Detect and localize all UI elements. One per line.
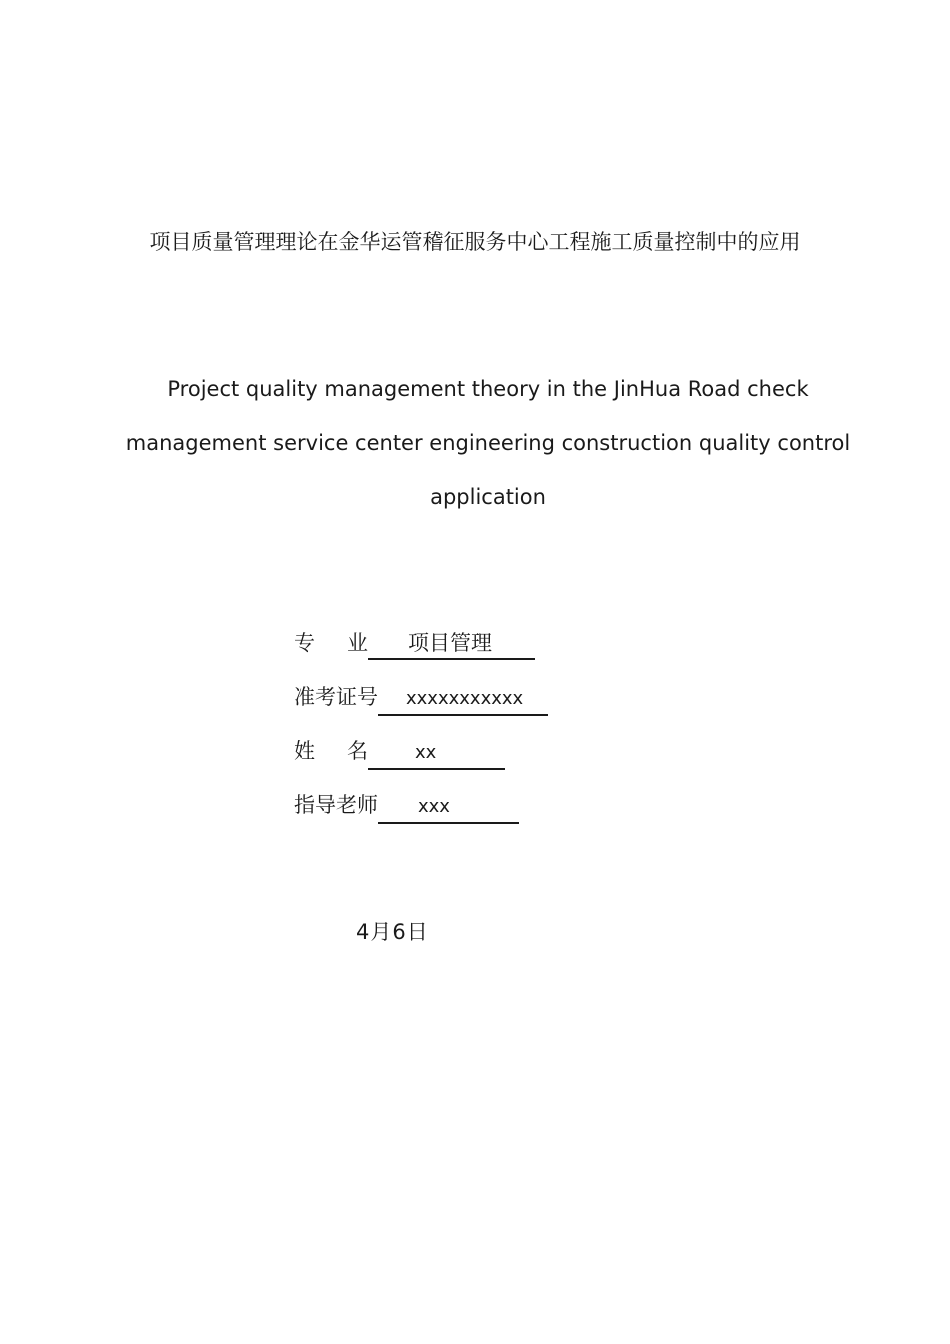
english-title-line-1: Project quality management theory in the JinHua Road check [167, 377, 809, 401]
exam-id-label: 准考证号 [294, 685, 378, 709]
name-value [368, 738, 505, 770]
exam-id-value-text: xxxxxxxxxxx [406, 688, 524, 709]
exam-id-row [294, 679, 548, 733]
exam-id-value [378, 684, 548, 716]
name-label-char-2: 名 [347, 739, 368, 763]
name-label [294, 733, 368, 769]
english-title [110, 362, 866, 524]
advisor-value-text: xxx [418, 796, 450, 817]
major-label [294, 625, 368, 661]
major-value-text: 项目管理 [408, 631, 492, 655]
advisor-row [294, 787, 548, 841]
major-row [294, 625, 548, 679]
english-title-line-2: management service center engineering construction quality control [125, 431, 851, 455]
major-label-char-1: 专 [294, 631, 315, 655]
major-value [368, 628, 535, 660]
name-row [294, 733, 548, 787]
name-label-char-1: 姓 [294, 739, 315, 763]
advisor-value [378, 792, 519, 824]
advisor-label: 指导老师 [294, 793, 378, 817]
name-value-text: xx [415, 742, 437, 763]
major-label-char-2: 业 [347, 631, 368, 655]
english-title-line-3: application [430, 485, 546, 509]
chinese-title: 项目质量管理理论在金华运管稽征服务中心工程施工质量控制中的应用 [149, 230, 801, 254]
student-info-block [294, 625, 548, 841]
date-text: 4月6日 [356, 920, 429, 944]
